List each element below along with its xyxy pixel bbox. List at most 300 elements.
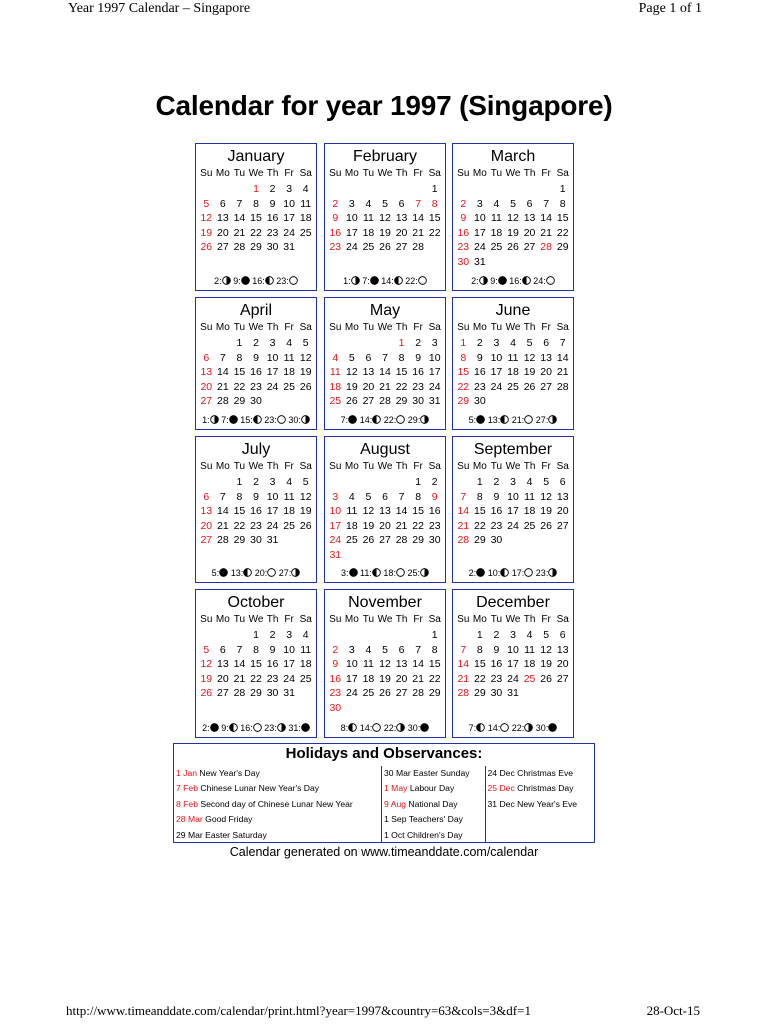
month-name: June [495, 302, 531, 319]
moon-phases: 8: 14: 22: 30: [325, 722, 445, 734]
day-cell: 28 [556, 380, 569, 393]
weekday-header-row [327, 167, 443, 181]
day-cell: 24 [490, 380, 503, 393]
day-cell: 6 [526, 197, 533, 210]
day-cell: 7 [236, 643, 243, 656]
weekday-header: Fr [413, 614, 423, 625]
moon-phases: 7: 14: 22: 30: [453, 722, 573, 734]
day-cell: 3 [510, 629, 516, 641]
moon-phase-day: 13 [487, 415, 498, 425]
holiday-row [174, 797, 381, 812]
weekday-header: Sa [428, 168, 441, 179]
day-cell: 2 [431, 476, 438, 488]
weekday-header: Th [395, 461, 408, 472]
day-cell: 25 [362, 687, 375, 700]
day-cell: 21 [412, 226, 424, 239]
day-cell: 13 [523, 212, 536, 225]
full-moon-icon [546, 276, 555, 285]
day-cell: 14 [412, 658, 424, 671]
day-cell: 29 [474, 534, 486, 547]
day-cell: 12 [540, 643, 552, 656]
weekday-header: Th [523, 461, 536, 472]
day-cell: 26 [379, 687, 391, 700]
month-name: April [239, 302, 272, 319]
moon-phase-day: 30 [407, 723, 418, 733]
footer-url[interactable]: http://www.timeanddate.com/calendar/print.html?year=1997&country=63&cols=3&df=1 [66, 1003, 531, 1018]
day-cell: 1 [236, 337, 243, 349]
holiday-date: 1 Oct [384, 829, 405, 840]
day-cell: 22 [428, 672, 441, 685]
last-quarter-moon-icon [222, 276, 231, 285]
calendar-grid [195, 143, 575, 738]
day-cell: 24 [283, 226, 295, 239]
full-moon-icon [524, 415, 533, 424]
last-quarter-moon-icon [479, 276, 488, 285]
day-cell: 27 [540, 380, 552, 393]
weekday-header: We [505, 168, 521, 179]
day-cell: 25 [283, 380, 295, 393]
day-cell: 25 [362, 241, 375, 254]
day-cell: 12 [523, 351, 536, 364]
moon-phases: 2: 9: 16: 23: [196, 275, 316, 287]
first-quarter-moon-icon [394, 276, 403, 285]
empty-cell [410, 628, 427, 643]
full-moon-icon [277, 415, 286, 424]
weekday-header: Mo [472, 168, 487, 179]
day-cell: 28 [457, 534, 470, 547]
month-name: July [241, 441, 271, 458]
last-quarter-moon-icon [291, 568, 300, 577]
weekday-header: Tu [362, 322, 375, 333]
day-cell: 9 [253, 351, 259, 364]
day-cell: 6 [543, 337, 550, 349]
day-cell: 14 [412, 212, 424, 225]
day-cell: 1 [253, 629, 259, 641]
day-cell: 23 [474, 380, 486, 393]
weekday-header: Th [395, 322, 408, 333]
day-cell: 4 [526, 476, 533, 488]
day-cell: 26 [200, 241, 213, 254]
first-quarter-moon-icon [253, 415, 262, 424]
first-quarter-moon-icon [522, 276, 531, 285]
empty-cell [505, 182, 522, 197]
full-moon-icon [396, 415, 405, 424]
day-cell: 18 [346, 519, 358, 532]
day-cell: 26 [346, 395, 358, 408]
day-cell: 11 [283, 490, 295, 503]
weekday-header: Sa [556, 168, 569, 179]
full-moon-icon [500, 723, 509, 732]
month-name: August [360, 441, 410, 458]
day-grid [455, 475, 571, 548]
empty-cell [393, 475, 410, 490]
day-cell: 30 [329, 701, 342, 714]
weekday-header: Fr [284, 461, 294, 472]
day-cell: 18 [490, 226, 503, 239]
day-cell: 23 [266, 226, 279, 239]
day-cell: 22 [233, 519, 246, 532]
day-cell: 8 [415, 490, 422, 503]
holiday-row [382, 812, 485, 827]
day-cell: 24 [283, 672, 295, 685]
day-cell: 2 [460, 197, 467, 210]
moon-phase-day: 27 [278, 568, 289, 578]
day-cell: 5 [510, 197, 516, 210]
weekday-header: Mo [215, 168, 230, 179]
weekday-header: Th [523, 322, 536, 333]
holiday-name: Easter Sunday [413, 768, 470, 778]
day-cell: 11 [300, 643, 312, 656]
month-name: March [490, 148, 536, 165]
holiday-row [174, 812, 381, 827]
full-moon-icon [289, 276, 298, 285]
day-cell: 9 [460, 212, 467, 225]
day-cell: 20 [395, 226, 408, 239]
last-quarter-moon-icon [210, 415, 219, 424]
moon-phases: 3: 11: 18: 25: [325, 567, 445, 579]
month-july [195, 436, 317, 583]
holiday-date: 24 Dec [487, 768, 515, 778]
day-cell: 17 [474, 226, 486, 239]
page-header [0, 0, 768, 20]
day-cell: 1 [476, 629, 483, 641]
day-cell: 12 [362, 505, 375, 518]
day-cell: 2 [332, 197, 339, 210]
empty-cell [198, 182, 215, 197]
first-quarter-moon-icon [372, 415, 381, 424]
weekday-header: Su [457, 322, 470, 333]
empty-cell [344, 182, 361, 197]
holiday-row [382, 781, 485, 796]
day-cell: 14 [457, 505, 470, 518]
moon-phase-day: 16 [240, 723, 251, 733]
day-cell: 27 [556, 672, 569, 685]
day-cell: 17 [329, 519, 342, 532]
day-cell: 13 [379, 505, 391, 518]
day-cell: 16 [474, 366, 486, 379]
day-cell: 25 [299, 226, 312, 239]
day-cell: 9 [253, 490, 259, 503]
day-cell: 3 [348, 643, 355, 656]
day-cell: 24 [428, 380, 441, 393]
first-quarter-moon-icon [476, 723, 485, 732]
day-cell: 7 [219, 490, 226, 503]
day-cell: 1 [460, 337, 467, 349]
holiday-name: Second day of Chinese Lunar New Year [200, 798, 353, 809]
weekday-header: We [377, 614, 393, 625]
empty-cell [198, 475, 215, 490]
day-cell: 16 [412, 366, 424, 379]
weekday-header-row [327, 613, 443, 627]
empty-cell [231, 182, 248, 197]
weekday-header-row [198, 613, 314, 627]
moon-phase-day: 2 [468, 568, 474, 578]
day-cell: 28 [457, 687, 470, 700]
weekday-header-row [455, 613, 571, 627]
day-cell: 20 [379, 519, 391, 532]
day-cell: 11 [283, 351, 295, 364]
weekday-header: Tu [362, 168, 375, 179]
month-june [452, 297, 574, 430]
day-grid [198, 336, 314, 409]
moon-phase-day: 14 [381, 276, 392, 286]
day-cell: 28 [395, 534, 408, 547]
moon-phase-day: 2 [202, 723, 208, 733]
holiday-date: 31 Dec [487, 798, 515, 809]
credit-line: Calendar generated on www.timeanddate.com/calendar [229, 845, 539, 859]
weekday-header: We [505, 322, 521, 333]
day-cell: 8 [476, 490, 483, 503]
weekday-header-row [455, 167, 571, 181]
weekday-header: Fr [541, 614, 551, 625]
day-cell: 30 [490, 534, 503, 547]
day-cell: 11 [490, 212, 502, 225]
day-cell: 28 [412, 687, 424, 700]
first-quarter-moon-icon [265, 276, 274, 285]
day-cell: 24 [266, 519, 279, 532]
day-cell: 23 [428, 519, 441, 532]
day-cell: 29 [233, 534, 246, 547]
day-cell: 17 [428, 366, 441, 379]
day-cell: 20 [556, 505, 569, 518]
day-cell: 30 [490, 687, 503, 700]
weekday-header: Su [200, 614, 213, 625]
last-quarter-moon-icon [524, 723, 533, 732]
moon-phase-day: 9 [221, 723, 227, 733]
weekday-header: Sa [428, 614, 441, 625]
day-cell: 6 [398, 197, 405, 210]
day-cell: 22 [250, 226, 262, 239]
day-cell: 17 [283, 212, 295, 225]
day-cell: 17 [346, 672, 358, 685]
empty-cell [344, 475, 361, 490]
moon-phase-day: 29 [407, 415, 418, 425]
day-cell: 1 [253, 183, 259, 195]
day-cell: 26 [540, 519, 552, 532]
weekday-header: Sa [299, 461, 312, 472]
day-cell: 15 [556, 212, 569, 225]
weekday-header: Tu [362, 461, 375, 472]
day-cell: 7 [219, 351, 226, 364]
weekday-header: Fr [284, 322, 294, 333]
day-cell: 16 [250, 366, 262, 379]
weekday-header: Su [329, 614, 342, 625]
day-cell: 24 [329, 534, 342, 547]
day-cell: 25 [346, 534, 358, 547]
holiday-name: Easter Saturday [205, 829, 267, 840]
empty-cell [455, 628, 472, 643]
weekday-header-row [327, 321, 443, 335]
day-cell: 26 [379, 241, 391, 254]
weekday-header: Tu [233, 168, 246, 179]
day-cell: 18 [507, 366, 519, 379]
empty-cell [198, 628, 215, 643]
empty-cell [327, 182, 344, 197]
day-cell: 22 [428, 226, 441, 239]
day-cell: 27 [395, 687, 408, 700]
day-cell: 29 [412, 534, 424, 547]
day-cell: 28 [540, 241, 552, 254]
last-quarter-moon-icon [548, 415, 557, 424]
empty-cell [231, 628, 248, 643]
moon-phase-day: 22 [405, 276, 416, 286]
month-name: November [348, 594, 422, 611]
month-name: October [227, 594, 285, 611]
day-cell: 8 [236, 351, 243, 364]
day-cell: 27 [200, 395, 213, 408]
day-cell: 24 [266, 380, 279, 393]
day-cell: 4 [286, 476, 293, 488]
day-cell: 2 [269, 629, 276, 641]
day-grid [327, 182, 443, 255]
day-cell: 1 [236, 476, 243, 488]
day-cell: 15 [457, 366, 470, 379]
day-cell: 19 [362, 519, 375, 532]
page-header-title: Year 1997 Calendar – Singapore [68, 1, 251, 16]
day-cell: 15 [233, 505, 246, 518]
weekday-header: Su [457, 614, 470, 625]
day-cell: 8 [476, 643, 483, 656]
day-cell: 17 [283, 658, 295, 671]
page-number: Page 1 of 1 [638, 1, 702, 16]
day-cell: 30 [457, 255, 470, 268]
day-cell: 4 [332, 351, 339, 364]
day-cell: 10 [283, 643, 295, 656]
weekday-header: Sa [556, 322, 569, 333]
moon-phase-day: 20 [254, 568, 265, 578]
day-cell: 29 [395, 395, 408, 408]
day-cell: 22 [474, 672, 486, 685]
weekday-header: Sa [428, 322, 441, 333]
moon-phase-day: 10 [487, 568, 498, 578]
empty-cell [410, 182, 427, 197]
day-cell: 7 [382, 351, 388, 364]
weekday-header: Fr [541, 168, 551, 179]
day-cell: 16 [457, 226, 470, 239]
day-cell: 16 [490, 505, 503, 518]
weekday-header: Sa [556, 614, 569, 625]
day-grid [455, 182, 571, 270]
moon-phase-day: 1 [202, 415, 208, 425]
moon-phase-day: 16 [252, 276, 263, 286]
day-grid [455, 336, 571, 409]
moon-phase-day: 7 [362, 276, 368, 286]
moon-phase-day: 30 [288, 415, 299, 425]
day-cell: 12 [379, 212, 391, 225]
weekday-header: Mo [472, 461, 487, 472]
day-cell: 1 [398, 337, 405, 349]
day-cell: 3 [493, 337, 500, 349]
day-cell: 28 [217, 395, 229, 408]
moon-phases: 2: 9: 16: 23: 31: [196, 722, 316, 734]
moon-phase-day: 22 [383, 723, 394, 733]
month-may [324, 297, 446, 430]
month-april [195, 297, 317, 430]
new-moon-icon [219, 568, 228, 577]
weekday-header: Tu [233, 614, 246, 625]
weekday-header: Su [200, 322, 213, 333]
empty-cell [377, 475, 394, 490]
weekday-header: Tu [362, 614, 375, 625]
day-cell: 31 [283, 241, 295, 254]
day-cell: 19 [346, 380, 358, 393]
weekday-header: Th [266, 614, 279, 625]
holiday-name: Chinese Lunar New Year's Day [200, 783, 320, 794]
day-cell: 15 [233, 366, 246, 379]
holiday-row [382, 766, 485, 781]
day-cell: 12 [346, 366, 358, 379]
weekday-header: Th [266, 322, 279, 333]
weekday-header: Mo [344, 168, 359, 179]
weekday-header: Th [266, 168, 279, 179]
day-cell: 23 [490, 519, 503, 532]
holiday-row [382, 797, 485, 812]
day-grid [327, 628, 443, 716]
empty-cell [327, 336, 344, 351]
moon-phases: 5: 13: 20: 27: [196, 567, 316, 579]
day-cell: 14 [395, 505, 408, 518]
day-cell: 10 [428, 351, 441, 364]
day-cell: 26 [299, 519, 312, 532]
day-cell: 9 [476, 351, 483, 364]
day-cell: 4 [302, 183, 309, 195]
day-cell: 18 [362, 226, 375, 239]
day-cell: 2 [332, 643, 339, 656]
day-cell: 18 [523, 658, 536, 671]
day-cell: 18 [523, 505, 536, 518]
weekday-header: Tu [490, 614, 503, 625]
empty-cell [360, 182, 377, 197]
day-cell: 18 [329, 380, 342, 393]
day-cell: 16 [490, 658, 503, 671]
holiday-row [174, 781, 381, 796]
day-cell: 23 [490, 672, 503, 685]
weekday-header: We [377, 461, 393, 472]
day-cell: 12 [379, 658, 391, 671]
weekday-header: We [248, 461, 264, 472]
day-cell: 31 [329, 548, 342, 561]
day-grid [198, 475, 314, 548]
day-cell: 2 [476, 337, 483, 349]
day-cell: 27 [379, 534, 391, 547]
day-cell: 25 [329, 395, 342, 408]
weekday-header: Su [329, 168, 342, 179]
day-cell: 24 [346, 687, 358, 700]
day-cell: 24 [346, 241, 358, 254]
day-cell: 18 [299, 658, 312, 671]
day-cell: 16 [329, 672, 342, 685]
weekday-header: Sa [428, 461, 441, 472]
day-cell: 7 [543, 197, 550, 210]
day-cell: 2 [415, 337, 422, 349]
weekday-header: Su [329, 461, 342, 472]
day-cell: 14 [556, 351, 569, 364]
day-cell: 21 [556, 366, 569, 379]
day-cell: 4 [365, 643, 372, 656]
day-cell: 9 [415, 351, 422, 364]
weekday-header-row [327, 460, 443, 474]
day-cell: 1 [431, 183, 438, 195]
day-cell: 23 [329, 241, 342, 254]
month-august [324, 436, 446, 583]
weekday-header: Mo [344, 614, 359, 625]
moon-phase-day: 15 [240, 415, 251, 425]
weekday-header: Mo [344, 461, 359, 472]
first-quarter-moon-icon [348, 723, 357, 732]
day-cell: 24 [474, 241, 486, 254]
day-cell: 11 [507, 351, 519, 364]
day-cell: 15 [428, 658, 441, 671]
